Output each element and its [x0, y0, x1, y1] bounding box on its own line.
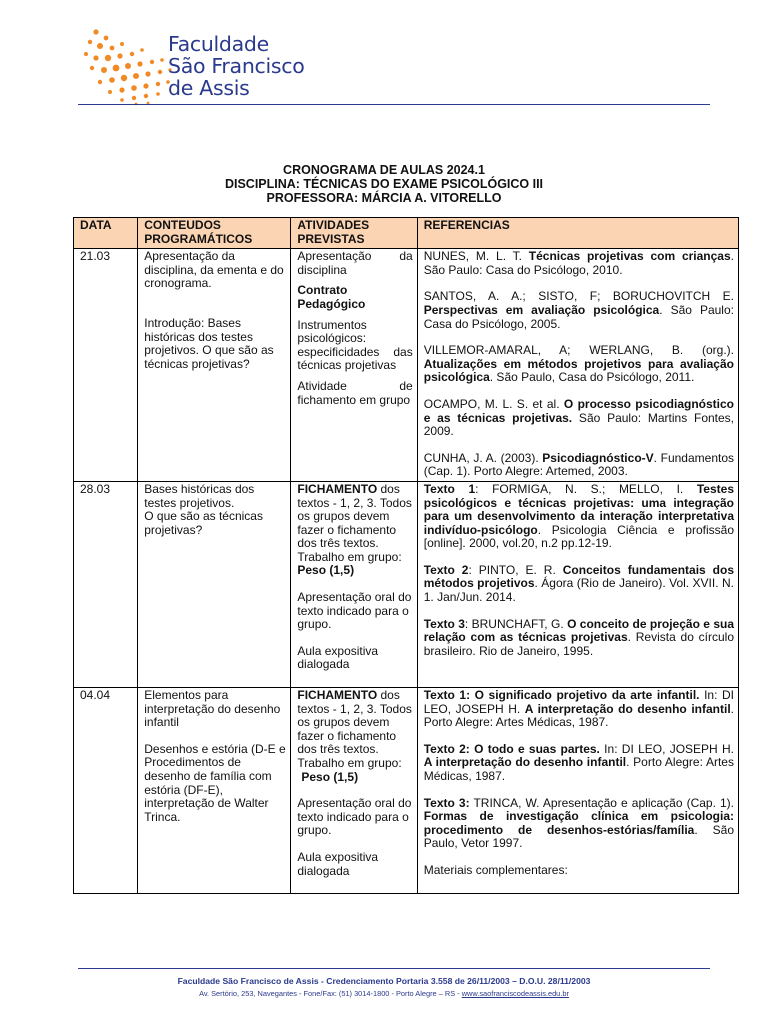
logo-dot — [120, 42, 124, 46]
reference-entry: Texto 2: PINTO, E. R. Conceitos fundamentais dos métodos projetivos. Ágora (Rio de Janeiro). Vol. XVII. N. 1. Jan/Jun. 2014. — [423, 562, 735, 605]
content-cell — [138, 249, 291, 482]
logo-dot — [84, 52, 88, 56]
footer-address-text: Av. Sertório, 253, Navegantes - Fone/Fax: (51) 3014-1800 - Porto Alegre – RS - — [199, 989, 462, 998]
logo-dot — [104, 36, 109, 41]
column-header-conteudos: CONTEUDOS PROGRAMÁTICOS — [138, 218, 291, 249]
logo-dot — [117, 53, 122, 58]
logo-dot — [133, 73, 139, 79]
logo-dot — [150, 60, 154, 64]
institution-name-line3: de Assis — [168, 76, 250, 100]
activity-text: FICHAMENTO dos textos - 1, 2, 3. Todos os grupos devem fazer o fichamento dos três textos. Trabalho em grupo: — [297, 688, 412, 770]
logo-dot — [156, 82, 160, 86]
logo-dot — [156, 92, 160, 96]
complementary-materials-label: Materiais complementares: — [423, 862, 568, 877]
content-text: Bases históricas dos testes projetivos. — [144, 481, 255, 510]
reference-entry: VILLEMOR-AMARAL, A; WERLANG, B. (org.). Atualizações em métodos projetivos para avaliação psicológica. São Paulo, Casa do Psicólogo, 2011. — [423, 343, 734, 385]
content-text: Elementos para interpretação do desenho infantil — [144, 688, 281, 730]
footer-accreditation: Faculdade São Francisco de Assis - Credenciamento Portaria 3.558 de 26/11/2003 – D.O.U. 28/11/2003 — [177, 976, 591, 986]
content-text: Desenhos e estória (D-E e Procedimentos de desenho de família com estória (DF-E), interpretação de Walter Trinca. — [144, 741, 286, 824]
logo-dot — [140, 48, 144, 52]
logo-dot — [109, 77, 115, 83]
logo-dot — [108, 90, 112, 94]
institution-name — [168, 33, 304, 99]
date-cell: 21.03 — [74, 249, 138, 482]
references-cell — [417, 688, 738, 894]
reference-entry: Texto 3: BRUNCHAFT, G. O conceito de projeção e sua relação com as técnicas projetivas. Revista do círculo brasileiro. Rio de Janeiro, 1995. — [423, 616, 735, 658]
activities-cell — [291, 249, 417, 482]
logo-dot — [143, 83, 148, 88]
reference-entry: OCAMPO, M. L. S. et al. O processo psicodiagnóstico e as técnicas projetivas. São Paulo: Martins Fontes, 2009. — [423, 396, 735, 439]
activity-text: Atividade de fichamento em grupo — [297, 378, 413, 407]
references-cell — [417, 249, 738, 482]
reference-entry: NUNES, M. L. T. Técnicas projetivas com crianças. São Paulo: Casa do Psicólogo, 2010. — [423, 249, 734, 277]
logo-dot — [131, 85, 137, 91]
activity-text: Apresentação oral do texto indicado para o grupo. — [297, 796, 412, 838]
activity-text: Instrumentos psicológicos: especificidades das técnicas projetivas — [297, 317, 413, 373]
logo-dot — [160, 58, 164, 62]
reference-entry: Texto 1: FORMIGA, N. S.; MELLO, I. Testes psicológicos e técnicas projetivas: uma integração para um desenvolvimento da interação interpretativa indivíduo-psicólogo. Psicologia Ciência e profissão [online]. 2000, vol.20, n.2 pp.12-19. — [423, 481, 734, 551]
schedule-table — [73, 217, 739, 894]
column-header-data: DATA — [74, 218, 138, 249]
logo-dot — [137, 61, 142, 66]
website-link[interactable]: www.saofranciscodeassis.edu.br — [461, 989, 569, 998]
activities-cell — [291, 481, 417, 687]
logo-dot — [119, 87, 124, 92]
institution-name-line2: São Francisco — [168, 54, 305, 78]
date-cell: 04.04 — [74, 688, 138, 894]
table-header-row — [74, 218, 739, 249]
logo-dot — [93, 55, 98, 60]
activity-text: Aula expositiva dialogada — [297, 643, 379, 672]
document-title: CRONOGRAMA DE AULAS 2024.1 — [283, 163, 485, 177]
reference-entry: Texto 1: O significado projetivo da arte infantil. In: DI LEO, JOSEPH H. A interpretação do desenho infantil. Porto Alegre: Artes Médicas, 1987. — [423, 688, 734, 730]
content-cell — [138, 481, 291, 687]
logo-dot — [158, 70, 162, 74]
reference-entry: Texto 3: TRINCA, W. Apresentação e aplicação (Cap. 1). Formas de investigação clínica em psicologia: procedimento de desenhos-estórias/família. São Paulo, Vetor 1997. — [423, 795, 734, 851]
logo-dot — [110, 46, 115, 51]
logo-dot — [90, 66, 94, 70]
logo-dot — [101, 67, 107, 73]
content-text: Apresentação da disciplina, da ementa e do cronograma. — [144, 249, 284, 291]
table-row — [74, 688, 739, 894]
reference-entry: CUNHA, J. A. (2003). Psicodiagnóstico-V. Fundamentos (Cap. 1). Porto Alegre: Artemed, 2003. — [423, 450, 734, 479]
activities-cell — [291, 688, 417, 894]
activity-text: Aula expositiva dialogada — [297, 849, 379, 878]
activity-weight: Peso (1,5) — [297, 563, 355, 578]
column-header-referencias: REFERENCIAS — [417, 218, 738, 249]
logo-dot — [121, 75, 127, 81]
reference-entry: Texto 2: O todo e suas partes. In: DI LEO, JOSEPH H. A interpretação do desenho infantil. Porto Alegre: Artes Médicas, 1987. — [423, 741, 735, 783]
professor-name: PROFESSORA: MÁRCIA A. VITORELLO — [266, 191, 502, 205]
activity-weight: Peso (1,5) — [301, 769, 359, 784]
dot-pattern-logo-icon — [82, 26, 177, 106]
column-header-atividades: ATIVIDADES PREVISTAS — [291, 218, 417, 249]
date-cell: 28.03 — [74, 481, 138, 687]
activity-text: Apresentação da disciplina — [297, 249, 413, 277]
logo-dot — [145, 71, 150, 76]
logo-dot — [144, 94, 148, 98]
logo-dot — [132, 96, 136, 100]
logo-dot — [120, 98, 124, 102]
content-cell — [138, 688, 291, 894]
header-divider — [78, 104, 710, 105]
logo-dot — [97, 43, 103, 49]
reference-entry: SANTOS, A. A.; SISTO, F; BORUCHOVITCH E. Perspectivas em avaliação psicológica. São Paulo: Casa do Psicólogo, 2005. — [423, 289, 734, 331]
logo-dot — [93, 29, 98, 34]
logo-dot — [105, 55, 111, 61]
footer-address — [0, 989, 768, 998]
discipline-title: DISCIPLINA: TÉCNICAS DO EXAME PSICOLÓGICO III — [224, 177, 544, 191]
logo-dot — [88, 40, 92, 44]
logo-dot — [130, 52, 134, 56]
table-row — [74, 481, 739, 687]
activity-text: FICHAMENTO dos textos - 1, 2, 3. Todos os grupos devem fazer o fichamento dos três textos. Trabalho em grupo: — [297, 481, 412, 564]
document-header — [0, 163, 768, 205]
content-text: O que são as técnicas projetivas? — [144, 509, 263, 537]
references-cell — [417, 481, 738, 687]
activity-text: Apresentação oral do texto indicado para o grupo. — [297, 590, 412, 632]
institution-name-line1: Faculdade — [168, 32, 269, 56]
content-text: Introdução: Bases históricas dos testes projetivos. O que são as técnicas projetivas? — [144, 315, 274, 371]
activity-text: Contrato Pedagógico — [297, 283, 366, 311]
logo-dot — [113, 65, 120, 72]
table-row — [74, 249, 739, 482]
logo-dot — [98, 80, 102, 84]
footer-divider — [78, 968, 710, 969]
logo-dot — [125, 63, 131, 69]
